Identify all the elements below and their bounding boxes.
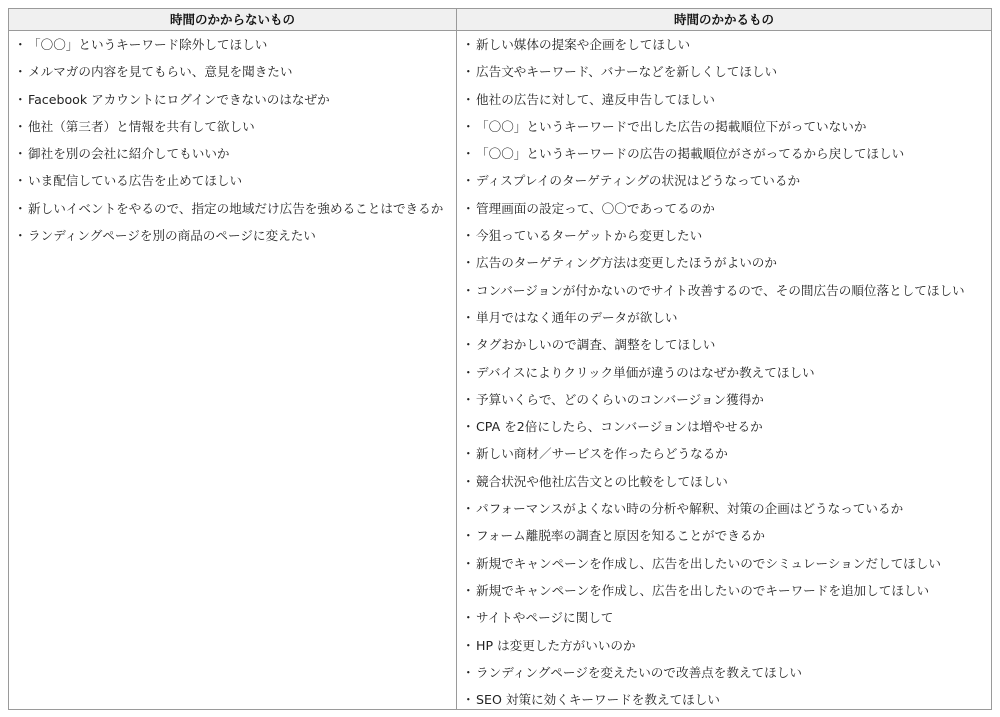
item-text: パフォーマンスがよくない時の分析や解釈、対策の企画はどうなっているか xyxy=(476,501,904,517)
bullet-mark: ・ xyxy=(14,37,27,52)
list-item xyxy=(9,86,456,113)
list-item xyxy=(457,468,991,495)
list-item xyxy=(457,522,991,549)
bullet-mark: ・ xyxy=(462,91,475,107)
list-item xyxy=(457,413,991,440)
list-item xyxy=(457,277,991,304)
list-item xyxy=(457,304,991,331)
item-text: 他社（第三者）と情報を共有して欲しい xyxy=(28,118,255,134)
bullet-mark: ・ xyxy=(462,637,475,653)
bullet-mark: ・ xyxy=(462,364,475,380)
item-text: 「〇〇」というキーワードの広告の掲載順位がさがってるから戻してほしい xyxy=(476,146,905,162)
bullet-mark: ・ xyxy=(462,309,475,325)
list-item xyxy=(457,686,991,713)
list-item xyxy=(457,167,991,194)
item-text: メルマガの内容を見てもらい、意見を聞きたい xyxy=(28,64,293,80)
item-text: コンバージョンが付かないのでサイト改善するので、その間広告の順位落としてほしい xyxy=(476,282,965,298)
bullet-mark: ・ xyxy=(462,64,475,80)
bullet-mark: ・ xyxy=(462,228,475,244)
list-item xyxy=(9,113,456,140)
list-item xyxy=(457,550,991,577)
list-item xyxy=(9,58,456,85)
bullet-mark: ・ xyxy=(462,446,475,462)
list-item xyxy=(457,331,991,358)
bullet-mark: ・ xyxy=(462,173,475,189)
item-text: 新しいイベントをやるので、指定の地域だけ広告を強めることはできるか xyxy=(28,200,444,216)
item-text: 新しい商材／サービスを作ったらどうなるか xyxy=(476,446,728,462)
bullet-mark: ・ xyxy=(462,555,475,571)
list-item xyxy=(457,58,991,85)
list-item xyxy=(457,249,991,276)
item-text: ディスプレイのターゲティングの状況はどうなっているか xyxy=(476,173,801,189)
list-item xyxy=(457,386,991,413)
list-item xyxy=(9,195,456,222)
bullet-mark: ・ xyxy=(462,391,475,407)
item-text: 新規でキャンペーンを作成し、広告を出したいのでシミュレーションだしてほしい xyxy=(476,555,941,571)
bullet-mark: ・ xyxy=(462,118,475,134)
left-item-list xyxy=(9,31,456,249)
item-text: 広告のターゲティング方法は変更したほうがよいのか xyxy=(476,255,777,271)
list-item xyxy=(457,359,991,386)
item-text: 今狙っているターゲットから変更したい xyxy=(476,228,703,244)
left-column xyxy=(9,9,457,709)
list-item xyxy=(457,86,991,113)
bullet-mark: ・ xyxy=(14,64,27,80)
item-text: 他社の広告に対して、違反申告してほしい xyxy=(476,91,716,107)
list-item xyxy=(457,495,991,522)
list-item xyxy=(457,140,991,167)
list-item xyxy=(9,31,456,58)
bullet-mark: ・ xyxy=(462,501,475,517)
list-item xyxy=(457,195,991,222)
list-item xyxy=(457,577,991,604)
right-column xyxy=(457,9,991,709)
bullet-mark: ・ xyxy=(462,282,475,298)
bullet-mark: ・ xyxy=(14,228,27,244)
bullet-mark: ・ xyxy=(462,610,475,626)
item-text: デバイスによりクリック単価が違うのはなぜか教えてほしい xyxy=(476,364,815,380)
item-text: 広告文やキーワード、バナーなどを新しくしてほしい xyxy=(476,64,778,80)
list-item xyxy=(9,140,456,167)
item-text: 単月ではなく通年のデータが欲しい xyxy=(476,309,678,325)
list-item xyxy=(9,167,456,194)
item-text: いま配信している広告を止めてほしい xyxy=(28,173,243,189)
list-item xyxy=(457,113,991,140)
item-text: ランディングページを別の商品のページに変えたい xyxy=(28,228,316,244)
bullet-mark: ・ xyxy=(462,37,475,52)
bullet-mark: ・ xyxy=(14,91,27,107)
bullet-mark: ・ xyxy=(462,582,475,598)
list-item xyxy=(457,604,991,631)
item-text: 新しい媒体の提案や企画をしてほしい xyxy=(476,37,691,52)
bullet-mark: ・ xyxy=(462,200,475,216)
bullet-mark: ・ xyxy=(462,255,475,271)
bullet-mark: ・ xyxy=(14,200,27,216)
bullet-mark: ・ xyxy=(14,146,27,162)
bullet-mark: ・ xyxy=(462,664,475,680)
item-text: CPA を2倍にしたら、コンバージョンは増やせるか xyxy=(476,419,763,435)
item-text: 「〇〇」というキーワードで出した広告の掲載順位下がっていないか xyxy=(476,118,867,134)
item-text: 「〇〇」というキーワード除外してほしい xyxy=(28,37,268,52)
bullet-mark: ・ xyxy=(14,173,27,189)
item-text: 新規でキャンペーンを作成し、広告を出したいのでキーワードを追加してほしい xyxy=(476,582,930,598)
right-column-header: 時間のかかるもの xyxy=(457,9,991,31)
item-text: HP は変更した方がいいのか xyxy=(476,637,636,653)
item-text: タグおかしいので調査、調整をしてほしい xyxy=(476,337,716,353)
left-column-header: 時間のかからないもの xyxy=(9,9,456,31)
item-text: Facebook アカウントにログインできないのはなぜか xyxy=(28,91,330,107)
item-text: ランディングページを変えたいので改善点を教えてほしい xyxy=(476,664,802,680)
list-item xyxy=(457,440,991,467)
item-text: 管理画面の設定って、〇〇であってるのか xyxy=(476,200,715,216)
item-text: 御社を別の会社に紹介してもいいか xyxy=(28,146,230,162)
list-item xyxy=(457,222,991,249)
bullet-mark: ・ xyxy=(462,692,475,708)
bullet-mark: ・ xyxy=(462,473,475,489)
list-item xyxy=(457,31,991,58)
bullet-mark: ・ xyxy=(462,146,475,162)
item-text: フォーム離脱率の調査と原因を知ることができるか xyxy=(476,528,766,544)
bullet-mark: ・ xyxy=(462,419,475,435)
bullet-mark: ・ xyxy=(462,337,475,353)
comparison-table xyxy=(8,8,992,710)
right-item-list xyxy=(457,31,991,713)
list-item xyxy=(9,222,456,249)
bullet-mark: ・ xyxy=(462,528,475,544)
item-text: 予算いくらで、どのくらいのコンバージョン獲得か xyxy=(476,391,764,407)
bullet-mark: ・ xyxy=(14,118,27,134)
item-text: SEO 対策に効くキーワードを教えてほしい xyxy=(476,692,720,708)
item-text: 競合状況や他社広告文との比較をしてほしい xyxy=(476,473,728,489)
list-item xyxy=(457,659,991,686)
list-item xyxy=(457,632,991,659)
item-text: サイトやページに関して xyxy=(476,610,614,626)
